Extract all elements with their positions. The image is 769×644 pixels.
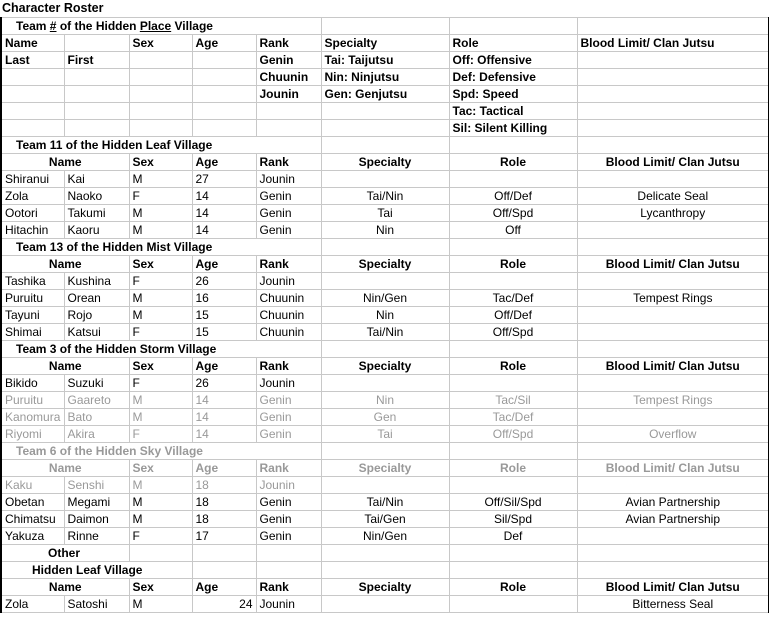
member-age[interactable]: 27 bbox=[192, 171, 256, 188]
cell[interactable] bbox=[577, 443, 769, 460]
member-last-name[interactable]: Chimatsu bbox=[1, 511, 64, 528]
template-heading[interactable]: Team # of the Hidden Place Village bbox=[1, 18, 321, 35]
cell[interactable] bbox=[449, 562, 577, 579]
member-row bbox=[1, 477, 769, 494]
member-row bbox=[1, 273, 769, 290]
header-age[interactable]: Age bbox=[192, 35, 256, 52]
cell[interactable] bbox=[64, 86, 129, 103]
template-legend-row bbox=[1, 52, 769, 69]
cell[interactable] bbox=[192, 562, 256, 579]
member-first-name[interactable]: Orean bbox=[64, 290, 129, 307]
header-name[interactable]: Name bbox=[1, 358, 129, 375]
member-blood-limit[interactable]: Tempest Rings bbox=[577, 290, 769, 307]
template-legend-row bbox=[1, 103, 769, 120]
member-last-name[interactable]: Zola bbox=[1, 596, 64, 613]
header-name[interactable]: Name bbox=[1, 579, 129, 596]
member-blood-limit[interactable] bbox=[577, 375, 769, 392]
member-last-name[interactable]: Shimai bbox=[1, 324, 64, 341]
rank-legend[interactable] bbox=[256, 120, 321, 137]
member-row bbox=[1, 392, 769, 409]
member-age[interactable]: 15 bbox=[192, 324, 256, 341]
cell[interactable] bbox=[321, 18, 449, 35]
role-legend[interactable]: Tac: Tactical bbox=[449, 103, 577, 120]
member-sex[interactable]: M bbox=[129, 409, 192, 426]
member-sex[interactable]: M bbox=[129, 171, 192, 188]
header-rank[interactable]: Rank bbox=[256, 35, 321, 52]
header-blood[interactable]: Blood Limit/ Clan Jutsu bbox=[577, 579, 769, 596]
cell[interactable] bbox=[129, 545, 192, 562]
member-role[interactable] bbox=[449, 477, 577, 494]
cell[interactable] bbox=[321, 562, 449, 579]
member-row bbox=[1, 307, 769, 324]
header-specialty[interactable]: Specialty bbox=[321, 35, 449, 52]
cell[interactable] bbox=[1, 120, 64, 137]
member-first-name[interactable]: Bato bbox=[64, 409, 129, 426]
member-role[interactable] bbox=[449, 596, 577, 613]
member-specialty[interactable]: Tai/Nin bbox=[321, 494, 449, 511]
header-name[interactable]: Name bbox=[1, 35, 64, 52]
member-sex[interactable]: F bbox=[129, 375, 192, 392]
rank-legend[interactable] bbox=[256, 103, 321, 120]
header-blood[interactable]: Blood Limit/ Clan Jutsu bbox=[577, 154, 769, 171]
member-age[interactable]: 14 bbox=[192, 188, 256, 205]
member-rank[interactable]: Genin bbox=[256, 392, 321, 409]
member-row bbox=[1, 171, 769, 188]
member-sex[interactable]: M bbox=[129, 205, 192, 222]
member-blood-limit[interactable] bbox=[577, 324, 769, 341]
member-sex[interactable]: F bbox=[129, 273, 192, 290]
role-legend[interactable]: Def: Defensive bbox=[449, 69, 577, 86]
member-rank[interactable]: Genin bbox=[256, 426, 321, 443]
header-specialty[interactable]: Specialty bbox=[321, 358, 449, 375]
member-blood-limit[interactable]: Lycanthropy bbox=[577, 205, 769, 222]
column-header-row bbox=[1, 154, 769, 171]
team-heading[interactable]: Team 13 of the Hidden Mist Village bbox=[1, 239, 321, 256]
member-specialty[interactable] bbox=[321, 273, 449, 290]
page-title: Character Roster bbox=[2, 1, 104, 15]
header-rank[interactable]: Rank bbox=[256, 358, 321, 375]
member-first-name[interactable]: Katsui bbox=[64, 324, 129, 341]
member-sex[interactable]: F bbox=[129, 324, 192, 341]
member-rank[interactable]: Jounin bbox=[256, 477, 321, 494]
header-age[interactable]: Age bbox=[192, 460, 256, 477]
header-role[interactable]: Role bbox=[449, 35, 577, 52]
member-role[interactable]: Off bbox=[449, 222, 577, 239]
specialty-legend[interactable] bbox=[321, 120, 449, 137]
member-sex[interactable]: M bbox=[129, 477, 192, 494]
header-blood[interactable]: Blood Limit/ Clan Jutsu bbox=[577, 256, 769, 273]
member-blood-limit[interactable] bbox=[577, 528, 769, 545]
header-sex[interactable]: Sex bbox=[129, 358, 192, 375]
header-role[interactable]: Role bbox=[449, 579, 577, 596]
cell[interactable] bbox=[192, 86, 256, 103]
member-specialty[interactable]: Gen bbox=[321, 409, 449, 426]
member-role[interactable]: Off/Spd bbox=[449, 205, 577, 222]
member-sex[interactable]: M bbox=[129, 596, 192, 613]
member-specialty[interactable]: Tai/Nin bbox=[321, 188, 449, 205]
header-age[interactable]: Age bbox=[192, 256, 256, 273]
cell[interactable] bbox=[577, 545, 769, 562]
roster-sheet bbox=[0, 17, 769, 613]
member-specialty[interactable] bbox=[321, 375, 449, 392]
member-sex[interactable]: M bbox=[129, 392, 192, 409]
member-specialty[interactable]: Nin bbox=[321, 222, 449, 239]
member-last-name[interactable]: Tashika bbox=[1, 273, 64, 290]
member-role[interactable] bbox=[449, 171, 577, 188]
cell[interactable] bbox=[129, 52, 192, 69]
header-sex[interactable]: Sex bbox=[129, 579, 192, 596]
cell[interactable]: First bbox=[64, 52, 129, 69]
header-sex[interactable]: Sex bbox=[129, 460, 192, 477]
cell[interactable] bbox=[577, 120, 769, 137]
member-rank[interactable]: Chuunin bbox=[256, 290, 321, 307]
member-row bbox=[1, 375, 769, 392]
member-role[interactable]: Off/Def bbox=[449, 307, 577, 324]
header-name[interactable]: Name bbox=[1, 154, 129, 171]
cell[interactable] bbox=[449, 137, 577, 154]
member-blood-limit[interactable]: Overflow bbox=[577, 426, 769, 443]
specialty-legend[interactable]: Gen: Genjutsu bbox=[321, 86, 449, 103]
cell[interactable] bbox=[1, 69, 64, 86]
template-legend-row bbox=[1, 120, 769, 137]
member-age[interactable]: 14 bbox=[192, 222, 256, 239]
member-role[interactable]: Off/Sil/Spd bbox=[449, 494, 577, 511]
column-header-row bbox=[1, 460, 769, 477]
member-role[interactable]: Sil/Spd bbox=[449, 511, 577, 528]
member-last-name[interactable]: Puruitu bbox=[1, 290, 64, 307]
other-sub-heading[interactable]: Hidden Leaf Village bbox=[1, 562, 192, 579]
cell[interactable] bbox=[64, 35, 129, 52]
cell[interactable] bbox=[64, 103, 129, 120]
team-heading[interactable]: Team 11 of the Hidden Leaf Village bbox=[1, 137, 321, 154]
column-header-row bbox=[1, 256, 769, 273]
team-heading-row bbox=[1, 239, 769, 256]
member-specialty[interactable] bbox=[321, 171, 449, 188]
member-age[interactable]: 26 bbox=[192, 273, 256, 290]
cell[interactable] bbox=[321, 443, 449, 460]
cell[interactable]: Last bbox=[1, 52, 64, 69]
cell[interactable] bbox=[577, 341, 769, 358]
member-specialty[interactable]: Nin bbox=[321, 307, 449, 324]
member-role[interactable]: Tac/Def bbox=[449, 290, 577, 307]
member-specialty[interactable]: Nin/Gen bbox=[321, 528, 449, 545]
member-age[interactable]: 17 bbox=[192, 528, 256, 545]
specialty-legend[interactable] bbox=[321, 103, 449, 120]
header-age[interactable]: Age bbox=[192, 154, 256, 171]
cell[interactable] bbox=[577, 137, 769, 154]
column-header-row bbox=[1, 579, 769, 596]
member-rank[interactable]: Jounin bbox=[256, 596, 321, 613]
header-role[interactable]: Role bbox=[449, 154, 577, 171]
member-rank[interactable]: Genin bbox=[256, 528, 321, 545]
header-rank[interactable]: Rank bbox=[256, 460, 321, 477]
member-specialty[interactable]: Nin bbox=[321, 392, 449, 409]
role-legend[interactable]: Sil: Silent Killing bbox=[449, 120, 577, 137]
member-first-name[interactable]: Rojo bbox=[64, 307, 129, 324]
cell[interactable] bbox=[129, 120, 192, 137]
member-last-name[interactable]: Kaku bbox=[1, 477, 64, 494]
member-last-name[interactable]: Shiranui bbox=[1, 171, 64, 188]
member-blood-limit[interactable] bbox=[577, 171, 769, 188]
cell[interactable] bbox=[192, 545, 256, 562]
rank-legend[interactable]: Chuunin bbox=[256, 69, 321, 86]
member-age[interactable]: 26 bbox=[192, 375, 256, 392]
cell[interactable] bbox=[321, 137, 449, 154]
member-blood-limit[interactable]: Bitterness Seal bbox=[577, 596, 769, 613]
template-heading-row bbox=[1, 18, 769, 35]
member-first-name[interactable]: Rinne bbox=[64, 528, 129, 545]
member-first-name[interactable]: Naoko bbox=[64, 188, 129, 205]
member-last-name[interactable]: Puruitu bbox=[1, 392, 64, 409]
member-role[interactable]: Def bbox=[449, 528, 577, 545]
cell[interactable] bbox=[321, 239, 449, 256]
member-specialty[interactable]: Tai/Gen bbox=[321, 511, 449, 528]
member-blood-limit[interactable] bbox=[577, 222, 769, 239]
member-rank[interactable]: Chuunin bbox=[256, 324, 321, 341]
member-age[interactable]: 16 bbox=[192, 290, 256, 307]
cell[interactable] bbox=[1, 103, 64, 120]
member-rank[interactable]: Chuunin bbox=[256, 307, 321, 324]
header-blood[interactable]: Blood Limit/ Clan Jutsu bbox=[577, 460, 769, 477]
member-rank[interactable]: Genin bbox=[256, 511, 321, 528]
member-rank[interactable]: Genin bbox=[256, 222, 321, 239]
member-rank[interactable]: Jounin bbox=[256, 171, 321, 188]
member-last-name[interactable]: Yakuza bbox=[1, 528, 64, 545]
cell[interactable] bbox=[1, 86, 64, 103]
header-sex[interactable]: Sex bbox=[129, 256, 192, 273]
member-age[interactable]: 18 bbox=[192, 511, 256, 528]
member-age[interactable]: 14 bbox=[192, 426, 256, 443]
member-first-name[interactable]: Kushina bbox=[64, 273, 129, 290]
member-last-name[interactable]: Ootori bbox=[1, 205, 64, 222]
header-specialty[interactable]: Specialty bbox=[321, 460, 449, 477]
member-row bbox=[1, 426, 769, 443]
cell[interactable] bbox=[129, 69, 192, 86]
role-legend[interactable]: Off: Offensive bbox=[449, 52, 577, 69]
member-row bbox=[1, 290, 769, 307]
header-role[interactable]: Role bbox=[449, 256, 577, 273]
member-first-name[interactable]: Kai bbox=[64, 171, 129, 188]
role-legend[interactable]: Spd: Speed bbox=[449, 86, 577, 103]
other-heading[interactable]: Other bbox=[1, 545, 129, 562]
member-rank[interactable]: Jounin bbox=[256, 375, 321, 392]
member-first-name[interactable]: Megami bbox=[64, 494, 129, 511]
member-blood-limit[interactable] bbox=[577, 273, 769, 290]
member-last-name[interactable]: Bikido bbox=[1, 375, 64, 392]
rank-legend[interactable]: Jounin bbox=[256, 86, 321, 103]
member-role[interactable]: Off/Spd bbox=[449, 324, 577, 341]
member-row bbox=[1, 511, 769, 528]
member-sex[interactable]: F bbox=[129, 528, 192, 545]
cell[interactable] bbox=[256, 545, 321, 562]
cell[interactable] bbox=[577, 562, 769, 579]
member-specialty[interactable]: Tai bbox=[321, 205, 449, 222]
header-blood[interactable]: Blood Limit/ Clan Jutsu bbox=[577, 35, 769, 52]
header-role[interactable]: Role bbox=[449, 460, 577, 477]
rank-legend[interactable]: Genin bbox=[256, 52, 321, 69]
cell[interactable] bbox=[577, 239, 769, 256]
member-row bbox=[1, 596, 769, 613]
member-age[interactable]: 14 bbox=[192, 409, 256, 426]
member-role[interactable]: Tac/Def bbox=[449, 409, 577, 426]
header-name[interactable]: Name bbox=[1, 460, 129, 477]
member-age[interactable]: 24 bbox=[192, 596, 256, 613]
other-heading-row bbox=[1, 545, 769, 562]
member-age[interactable]: 14 bbox=[192, 205, 256, 222]
member-role[interactable]: Off/Def bbox=[449, 188, 577, 205]
member-rank[interactable]: Genin bbox=[256, 494, 321, 511]
team-heading-row bbox=[1, 443, 769, 460]
member-last-name[interactable]: Kanomura bbox=[1, 409, 64, 426]
header-specialty[interactable]: Specialty bbox=[321, 256, 449, 273]
member-row bbox=[1, 188, 769, 205]
member-age[interactable]: 18 bbox=[192, 477, 256, 494]
member-sex[interactable]: M bbox=[129, 494, 192, 511]
member-specialty[interactable]: Nin/Gen bbox=[321, 290, 449, 307]
specialty-legend[interactable]: Tai: Taijutsu bbox=[321, 52, 449, 69]
member-row bbox=[1, 222, 769, 239]
team-heading[interactable]: Team 6 of the Hidden Sky Village bbox=[1, 443, 321, 460]
member-blood-limit[interactable]: Avian Partnership bbox=[577, 511, 769, 528]
member-sex[interactable]: M bbox=[129, 511, 192, 528]
cell[interactable] bbox=[192, 52, 256, 69]
member-sex[interactable]: F bbox=[129, 426, 192, 443]
member-blood-limit[interactable] bbox=[577, 477, 769, 494]
member-last-name[interactable]: Zola bbox=[1, 188, 64, 205]
header-rank[interactable]: Rank bbox=[256, 154, 321, 171]
cell[interactable] bbox=[64, 69, 129, 86]
member-row bbox=[1, 324, 769, 341]
specialty-legend[interactable]: Nin: Ninjutsu bbox=[321, 69, 449, 86]
cell[interactable] bbox=[449, 545, 577, 562]
member-sex[interactable]: M bbox=[129, 222, 192, 239]
cell[interactable] bbox=[449, 18, 577, 35]
cell[interactable] bbox=[321, 341, 449, 358]
member-age[interactable]: 15 bbox=[192, 307, 256, 324]
member-role[interactable] bbox=[449, 273, 577, 290]
header-specialty[interactable]: Specialty bbox=[321, 154, 449, 171]
cell[interactable] bbox=[192, 103, 256, 120]
member-last-name[interactable]: Riyomi bbox=[1, 426, 64, 443]
member-first-name[interactable]: Suzuki bbox=[64, 375, 129, 392]
cell[interactable] bbox=[129, 86, 192, 103]
cell[interactable] bbox=[256, 562, 321, 579]
member-first-name[interactable]: Akira bbox=[64, 426, 129, 443]
column-header-row bbox=[1, 358, 769, 375]
header-sex[interactable]: Sex bbox=[129, 35, 192, 52]
member-last-name[interactable]: Obetan bbox=[1, 494, 64, 511]
member-last-name[interactable]: Tayuni bbox=[1, 307, 64, 324]
member-first-name[interactable]: Kaoru bbox=[64, 222, 129, 239]
cell[interactable] bbox=[192, 120, 256, 137]
cell[interactable] bbox=[449, 443, 577, 460]
member-blood-limit[interactable]: Tempest Rings bbox=[577, 392, 769, 409]
member-last-name[interactable]: Hitachin bbox=[1, 222, 64, 239]
member-row bbox=[1, 409, 769, 426]
header-role[interactable]: Role bbox=[449, 358, 577, 375]
cell[interactable] bbox=[449, 341, 577, 358]
member-sex[interactable]: M bbox=[129, 307, 192, 324]
member-blood-limit[interactable]: Delicate Seal bbox=[577, 188, 769, 205]
header-age[interactable]: Age bbox=[192, 358, 256, 375]
member-role[interactable]: Tac/Sil bbox=[449, 392, 577, 409]
team-heading-row bbox=[1, 137, 769, 154]
cell[interactable] bbox=[321, 545, 449, 562]
cell[interactable] bbox=[577, 86, 769, 103]
header-age[interactable]: Age bbox=[192, 579, 256, 596]
team-heading-row bbox=[1, 341, 769, 358]
cell[interactable] bbox=[64, 120, 129, 137]
member-blood-limit[interactable] bbox=[577, 409, 769, 426]
header-sex[interactable]: Sex bbox=[129, 154, 192, 171]
header-name[interactable]: Name bbox=[1, 256, 129, 273]
member-rank[interactable]: Jounin bbox=[256, 273, 321, 290]
template-legend-row bbox=[1, 86, 769, 103]
member-specialty[interactable] bbox=[321, 596, 449, 613]
member-rank[interactable]: Genin bbox=[256, 205, 321, 222]
member-row bbox=[1, 205, 769, 222]
cell[interactable] bbox=[577, 52, 769, 69]
member-age[interactable]: 18 bbox=[192, 494, 256, 511]
member-specialty[interactable]: Tai/Nin bbox=[321, 324, 449, 341]
team-heading[interactable]: Team 3 of the Hidden Storm Village bbox=[1, 341, 321, 358]
other-sub-heading-row bbox=[1, 562, 769, 579]
template-legend-row bbox=[1, 69, 769, 86]
member-role[interactable]: Off/Spd bbox=[449, 426, 577, 443]
cell[interactable] bbox=[577, 18, 769, 35]
member-role[interactable] bbox=[449, 375, 577, 392]
cell[interactable] bbox=[129, 103, 192, 120]
member-rank[interactable]: Genin bbox=[256, 409, 321, 426]
member-blood-limit[interactable]: Avian Partnership bbox=[577, 494, 769, 511]
member-blood-limit[interactable] bbox=[577, 307, 769, 324]
cell[interactable] bbox=[192, 69, 256, 86]
member-row bbox=[1, 494, 769, 511]
member-sex[interactable]: F bbox=[129, 188, 192, 205]
member-rank[interactable]: Genin bbox=[256, 188, 321, 205]
cell[interactable] bbox=[449, 239, 577, 256]
member-first-name[interactable]: Senshi bbox=[64, 477, 129, 494]
cell[interactable] bbox=[577, 103, 769, 120]
member-specialty[interactable]: Tai bbox=[321, 426, 449, 443]
member-first-name[interactable]: Takumi bbox=[64, 205, 129, 222]
template-header-row bbox=[1, 35, 769, 52]
header-rank[interactable]: Rank bbox=[256, 579, 321, 596]
member-first-name[interactable]: Satoshi bbox=[64, 596, 129, 613]
member-first-name[interactable]: Gaareto bbox=[64, 392, 129, 409]
member-first-name[interactable]: Daimon bbox=[64, 511, 129, 528]
header-rank[interactable]: Rank bbox=[256, 256, 321, 273]
member-sex[interactable]: M bbox=[129, 290, 192, 307]
member-specialty[interactable] bbox=[321, 477, 449, 494]
header-blood[interactable]: Blood Limit/ Clan Jutsu bbox=[577, 358, 769, 375]
member-age[interactable]: 14 bbox=[192, 392, 256, 409]
member-row bbox=[1, 528, 769, 545]
header-specialty[interactable]: Specialty bbox=[321, 579, 449, 596]
cell[interactable] bbox=[577, 69, 769, 86]
